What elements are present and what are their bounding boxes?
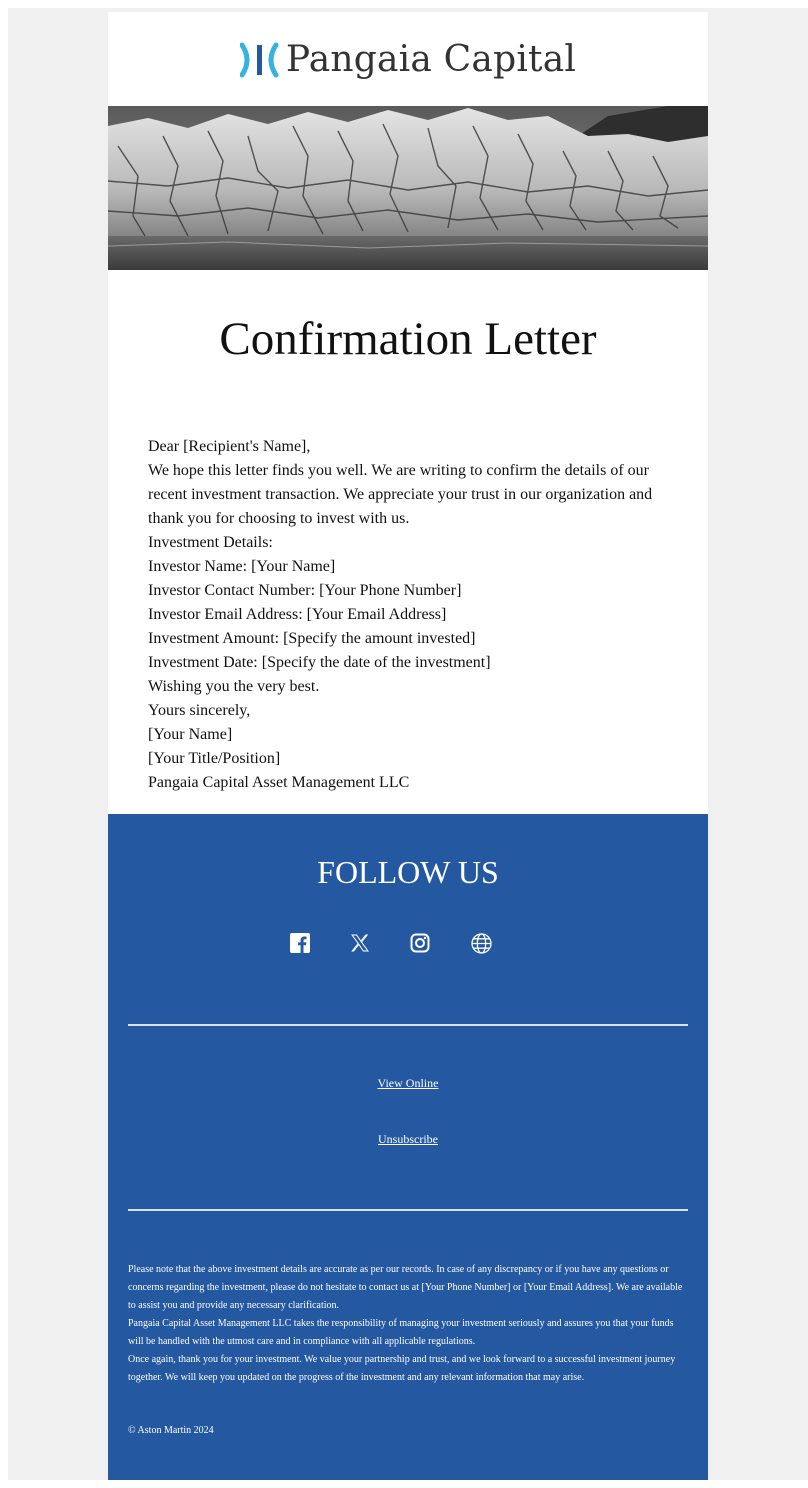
disclaimer-paragraph: Please note that the above investment details are accurate as per our records. In case of any discrepancy or if you have any questions or concerns regarding the investment, please do not hesitate to contact us at [Your Phone Number] or [Your Email Address]. We are available to assist you and provide any necessary clarification. [128, 1264, 683, 1311]
letter-greeting: Dear [Recipient's Name], [148, 438, 311, 455]
investment-date-line: Investment Date: [Specify the date of the investment] [148, 654, 491, 671]
logo-header [108, 12, 708, 106]
copyright-text: © Aston Martin 2024 [128, 1425, 214, 1436]
instagram-icon [410, 933, 430, 953]
footer-divider-bottom [128, 1209, 688, 1211]
facebook-link[interactable] [288, 931, 312, 955]
follow-us-heading: FOLLOW US [317, 854, 499, 890]
email-card [108, 12, 708, 1480]
x-twitter-icon [351, 934, 369, 952]
letter-intro: We hope this letter finds you well. We are writing to confirm the details of our recent investment transaction. We appreciate your trust in our organization and thank you for choosing to invest with us. [148, 462, 653, 527]
view-online-link[interactable]: View Online [377, 1076, 439, 1090]
letter-body [148, 435, 668, 795]
disclaimer-paragraph: Once again, thank you for your investment. We value your partnership and trust, and we look forward to a successful investment journey together. We will keep you updated on the progress of the investment and any relevant information that may arise. [128, 1354, 676, 1383]
globe-icon [471, 933, 492, 954]
footer [108, 814, 708, 1480]
signer-title: [Your Title/Position] [148, 750, 281, 767]
website-link[interactable] [469, 931, 493, 955]
social-links [288, 931, 528, 955]
investor-name-line: Investor Name: [Your Name] [148, 558, 336, 575]
page-background [8, 8, 808, 1480]
footer-divider-top [128, 1024, 688, 1026]
investor-email-line: Investor Email Address: [Your Email Address] [148, 606, 447, 623]
x-twitter-link[interactable] [348, 931, 372, 955]
letter-details-heading: Investment Details: [148, 534, 273, 551]
instagram-link[interactable] [408, 931, 432, 955]
brand-name: Pangaia Capital [285, 38, 577, 80]
investor-contact-line: Investor Contact Number: [Your Phone Number] [148, 582, 462, 599]
facebook-icon [290, 933, 310, 953]
hero-glacier-image [108, 106, 708, 270]
letter-closing: Wishing you the very best. [148, 678, 320, 695]
signer-company: Pangaia Capital Asset Management LLC [148, 774, 410, 791]
investment-amount-line: Investment Amount: [Specify the amount invested] [148, 630, 476, 647]
footer-disclaimer [128, 1261, 688, 1387]
signer-name: [Your Name] [148, 726, 233, 743]
disclaimer-paragraph: Pangaia Capital Asset Management LLC takes the responsibility of managing your investment seriously and assures you that your funds will be handled with the utmost care and in compliance with all applicable regulations. [128, 1318, 674, 1347]
pangaia-logo-icon [240, 42, 280, 78]
letter-title: Confirmation Letter [219, 313, 597, 365]
letter-signoff: Yours sincerely, [148, 702, 251, 719]
unsubscribe-link[interactable]: Unsubscribe [378, 1132, 438, 1146]
